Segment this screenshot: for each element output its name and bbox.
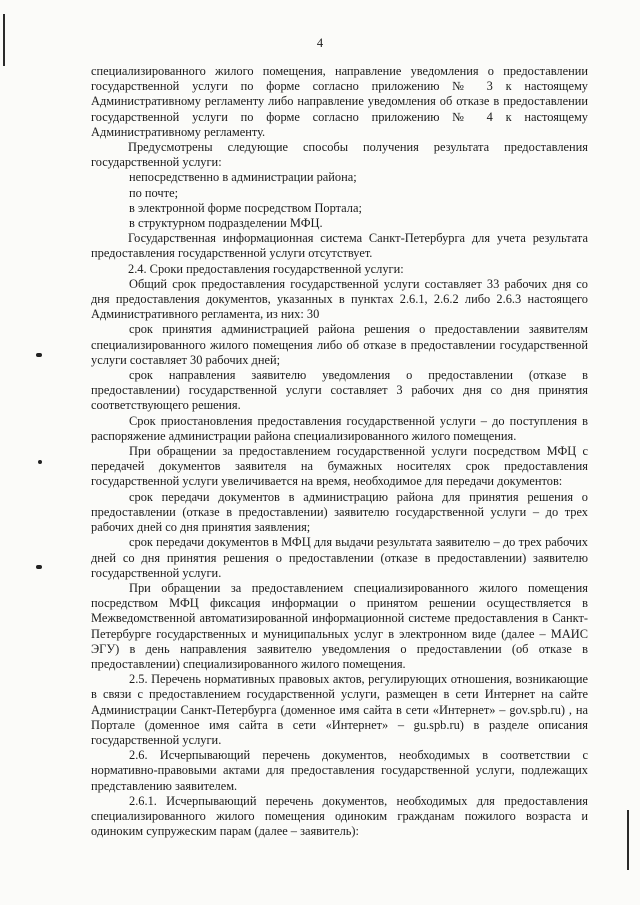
- paragraph: срок передачи документов в администрацию района для принятия решения о предоставлении (отказе в предоставлении) заявителю государственной услуги – до трех рабочих дней со дня принятия заявления;: [91, 489, 588, 535]
- scan-edge-right-bottom: [627, 810, 629, 870]
- list-item: в структурном подразделении МФЦ.: [129, 216, 323, 231]
- list-item: непосредственно в администрации района;: [129, 170, 357, 185]
- paragraph: специализированного жилого помещения, направление уведомления о предоставлении государственной услуги по форме согласно приложению № 3 к настоящему Административному регламенту либо направление уведомления об отказе в предоставлении государственной услуги по форме согласно приложению № 4 к настоящему Административному регламенту.: [91, 64, 588, 139]
- list-item: по почте;: [129, 185, 179, 200]
- section-paragraph: 2.6.1. Исчерпывающий перечень документов, необходимых для предоставления специализированного жилого помещения одиноким гражданам пожилого возраста и одиноким супружеским парам (далее – заявитель):: [91, 793, 588, 839]
- paragraph: При обращении за предоставлением специализированного жилого помещения посредством МФЦ фиксация информации о принятом решении осуществляется в Межведомственной автоматизированной информационной системе предоставления в Санкт-Петербурге государственных и муниципальных услуг в электронном виде (далее – МАИС ЭГУ) в день направления заявителю уведомления о предоставлении (об отказе в предоставлении) специализированного жилого помещения.: [91, 580, 588, 671]
- paragraph: Государственная информационная система Санкт-Петербурга для учета результата предоставления государственной услуги отсутствует.: [91, 231, 588, 261]
- page-number: 4: [316, 36, 324, 50]
- paragraph: Предусмотрены следующие способы получения результата предоставления государственной услуги:: [91, 140, 588, 170]
- section-paragraph: 2.6. Исчерпывающий перечень документов, необходимых в соответствии с нормативно-правовыми актами для предоставления государственной услуги, подлежащих представлению заявителем.: [91, 748, 588, 793]
- paragraph: срок передачи документов в МФЦ для выдачи результата заявителю – до трех рабочих дней со дня принятия решения о предоставлении (отказе в предоставлении) заявителю государственной услуги.: [91, 535, 588, 580]
- section-paragraph: 2.5. Перечень нормативных правовых актов, регулирующих отношения, возникающие в связи с предоставлением государственной услуги, размещен в сети Интернет на сайте Администрации Санкт-Петербурга (доменное имя сайта в сети «Интернет» – gov.spb.ru) , на Портале (доменное имя сайта в сети «Интернет» – gu.spb.ru) в разделе описания государственной услуги.: [91, 672, 588, 747]
- punch-mark-2: [38, 460, 42, 464]
- paragraph: Срок приостановления предоставления государственной услуги – до поступления в распоряжение администрации района специализированного жилого помещения.: [91, 413, 588, 443]
- paragraph: При обращении за предоставлением государственной услуги посредством МФЦ с передачей документов заявителя на бумажных носителях срок предоставления государственной услуги увеличивается на время, необходимое для передачи документов:: [91, 444, 588, 489]
- punch-mark-3: [36, 565, 42, 569]
- paragraph: срок направления заявителю уведомления о предоставлении (отказе в предоставлении) государственной услуги составляет 3 рабочих дня со дня принятия соответствующего решения.: [91, 368, 588, 413]
- document-body: [91, 64, 588, 839]
- section-heading: 2.4. Сроки предоставления государственной услуги:: [128, 261, 404, 276]
- paragraph: срок принятия администрацией района решения о предоставлении заявителям специализированного жилого помещения либо об отказе в предоставлении государственной услуги составляет 30 рабочих дней;: [91, 322, 588, 367]
- paragraph: Общий срок предоставления государственной услуги составляет 33 рабочих дня со дня предоставления документов, указанных в пунктах 2.6.1, 2.6.2 либо 2.6.3 настоящего Административного регламента, из них: 30: [91, 276, 588, 322]
- punch-mark-1: [36, 353, 42, 357]
- list-item: в электронной форме посредством Портала;: [129, 200, 362, 215]
